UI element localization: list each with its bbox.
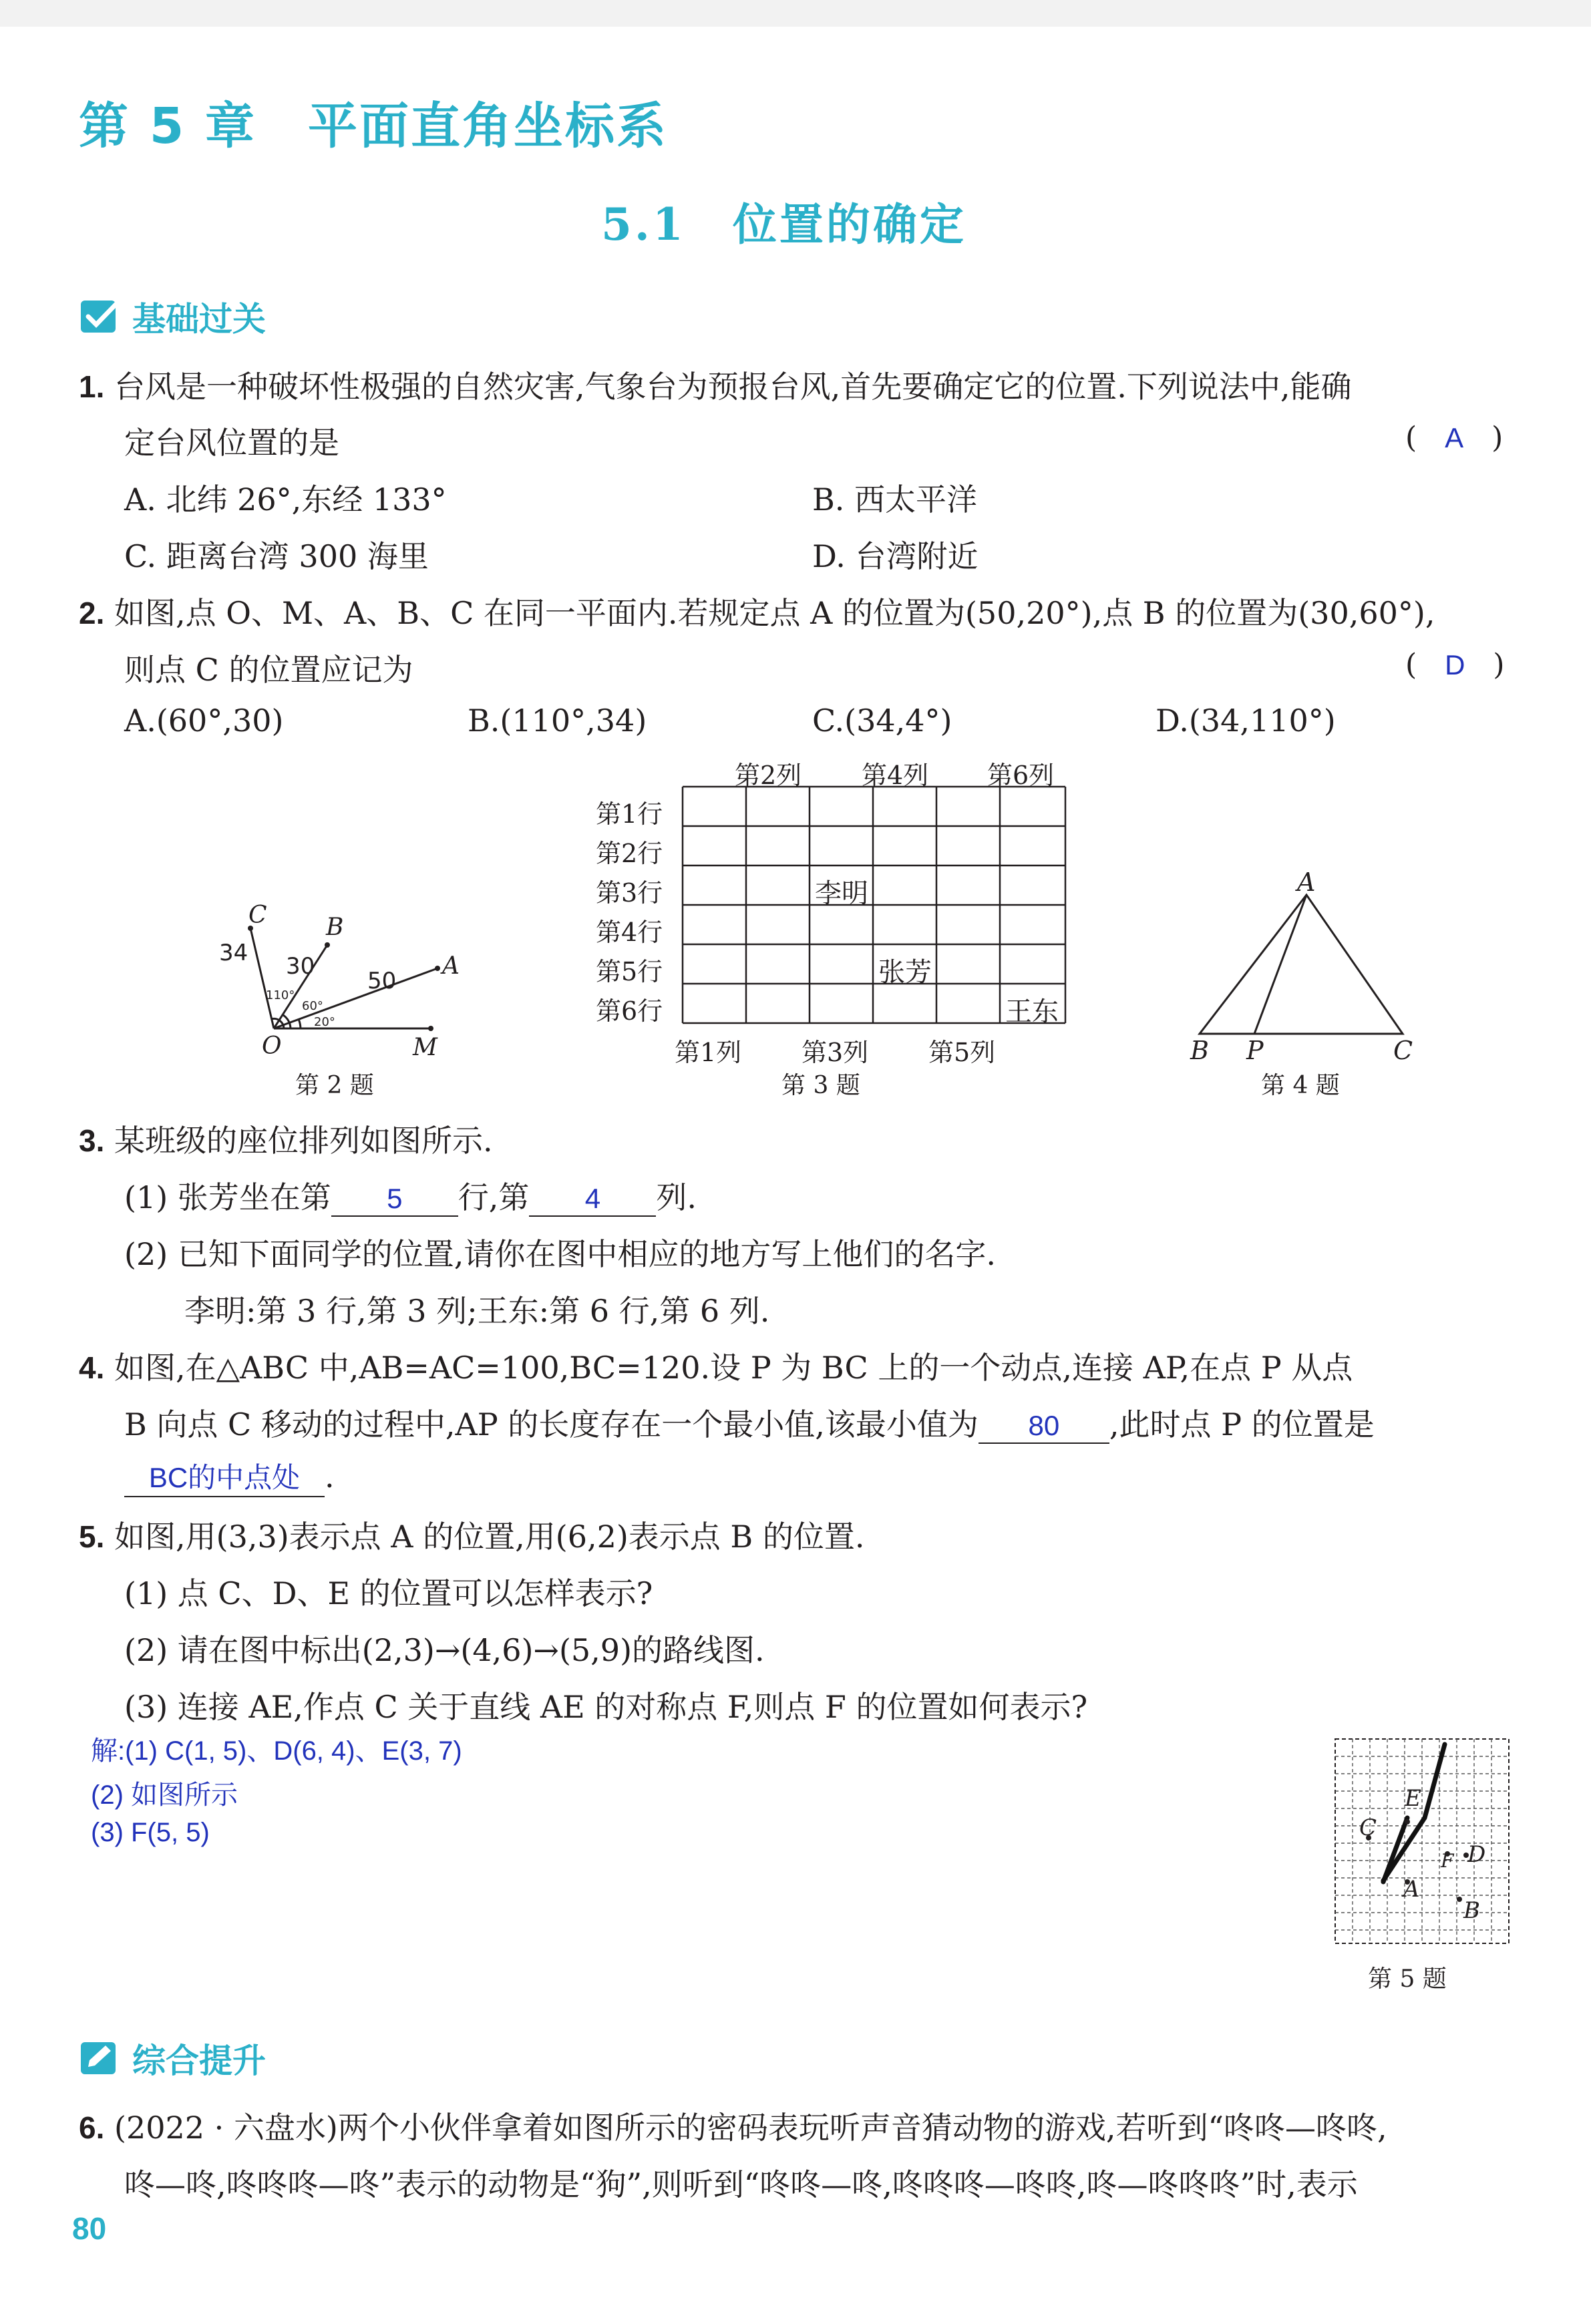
fig3-row-1: 第1行 <box>596 799 663 829</box>
figure-5-grid <box>1333 1736 1513 1950</box>
fig5-label-d: D <box>1467 1841 1486 1868</box>
fig3-row-3: 第3行 <box>596 878 663 908</box>
q6-line2: 咚—咚,咚咚咚—咚”表示的动物是“狗”,则听到“咚咚—咚,咚咚咚—咚咚,咚—咚咚咚”时,表示 <box>124 2166 1358 2202</box>
q2-answer-paren: ( D ) <box>1405 648 1505 682</box>
fig2-caption: 第 2 题 <box>295 1072 374 1099</box>
q2-answer: D <box>1445 649 1465 681</box>
q1-line2: 定台风位置的是 <box>124 425 339 461</box>
fig2-label-m: M <box>413 1034 437 1061</box>
fig3-row-4: 第4行 <box>596 918 663 947</box>
fig3-top-col-6: 第6列 <box>987 761 1055 790</box>
q5-solution-3: (3) F(5, 5) <box>91 1818 210 1847</box>
figure-4-triangle <box>1182 868 1429 1069</box>
q3-part1-a: (1) 张芳坐在第 <box>124 1179 331 1215</box>
fig3-row-2: 第2行 <box>596 839 663 868</box>
fig5-route <box>1383 1744 1445 1882</box>
q2-option-b: B.(110°,34) <box>468 703 647 739</box>
q2-text: 如图,点 O、M、A、B、C 在同一平面内.若规定点 A 的位置为(50,20°),点 B 的位置为(30,60°), <box>114 595 1435 631</box>
checkbox-icon <box>79 299 120 335</box>
q1-option-a: A. 北纬 26°,东经 133° <box>124 481 447 518</box>
q5-part3: (3) 连接 AE,作点 C 关于直线 AE 的对称点 F,则点 F 的位置如何表示? <box>124 1689 1088 1725</box>
fig3-bottom-col-3: 第3列 <box>802 1038 869 1067</box>
fig3-name-zhangfang: 张芳 <box>878 957 932 988</box>
q6-line1 <box>79 2104 1387 2148</box>
q4-answer-min: 80 <box>1028 1410 1060 1441</box>
q2-line1 <box>79 589 1435 633</box>
q6-number: 6. <box>79 2110 105 2145</box>
fig3-name-liming: 李明 <box>815 878 868 909</box>
q5-stem-line <box>79 1513 864 1557</box>
fig5-point-b <box>1457 1897 1462 1902</box>
q2-line2: 则点 C 的位置应记为 <box>124 652 413 688</box>
ray-oc <box>250 928 274 1028</box>
fig4-caption: 第 4 题 <box>1261 1072 1340 1099</box>
q6-text: (2022 · 六盘水)两个小伙伴拿着如图所示的密码表玩听声音猜动物的游戏,若听到“咚咚—咚咚, <box>114 2110 1387 2146</box>
fig3-top-col-4: 第4列 <box>862 761 929 790</box>
fig2-len-30: 30 <box>286 953 315 980</box>
q1-option-b: B. 西太平洋 <box>812 481 978 518</box>
section-band-basic <box>79 293 266 341</box>
fig4-label-p: P <box>1246 1036 1264 1065</box>
fig2-angle-60: 60° <box>302 999 323 1013</box>
q5-part1: (1) 点 C、D、E 的位置可以怎样表示? <box>124 1575 653 1611</box>
q5-solution-2: (2) 如图所示 <box>91 1780 238 1810</box>
fig2-len-34: 34 <box>219 940 248 966</box>
q4-line1 <box>79 1344 1353 1388</box>
q3-part1-b: 行,第 <box>458 1179 530 1215</box>
q2-option-d: D.(34,110°) <box>1156 703 1336 739</box>
q4-line2-b: ,此时点 P 的位置是 <box>1109 1406 1375 1442</box>
page-number: 80 <box>72 2211 107 2246</box>
q1-text: 台风是一种破坏性极强的自然灾害,气象台为预报台风,首先要确定它的位置.下列说法中,能确 <box>114 369 1352 405</box>
q4-line3 <box>124 1456 335 1497</box>
fig4-label-a: A <box>1297 867 1316 897</box>
fig5-label-c: C <box>1359 1814 1377 1841</box>
q4-answer-position: BC的中点处 <box>148 1462 301 1493</box>
q4-line3-end: . <box>325 1459 335 1495</box>
q3-stem-line <box>79 1117 493 1161</box>
q2-option-c: C.(34,4°) <box>812 703 952 739</box>
fig5-label-b: B <box>1463 1897 1480 1924</box>
q1-number: 1. <box>79 369 105 404</box>
page-top-band <box>0 0 1591 27</box>
fig2-label-o: O <box>262 1032 282 1060</box>
fig3-bottom-col-5: 第5列 <box>928 1038 996 1067</box>
q5-solution-1: 解:(1) C(1, 5)、D(6, 4)、E(3, 7) <box>91 1736 462 1766</box>
fig2-label-a: A <box>442 952 460 980</box>
band-label: 综合提升 <box>132 2042 266 2080</box>
pencil-icon <box>79 2040 120 2076</box>
fig3-top-col-2: 第2列 <box>735 761 802 790</box>
fig3-row-5: 第5行 <box>596 957 663 986</box>
q4-number: 4. <box>79 1350 105 1385</box>
fig5-caption: 第 5 题 <box>1368 1965 1447 1993</box>
fig3-name-wangdong: 王东 <box>1005 996 1059 1027</box>
q2-number: 2. <box>79 596 105 630</box>
q1-answer: A <box>1445 422 1464 453</box>
q5-stem: 如图,用(3,3)表示点 A 的位置,用(6,2)表示点 B 的位置. <box>114 1519 865 1555</box>
q3-part1 <box>124 1173 697 1217</box>
q4-line2-a: B 向点 C 移动的过程中,AP 的长度存在一个最小值,该最小值为 <box>124 1406 979 1442</box>
fig2-angle-20: 20° <box>314 1015 335 1029</box>
section-band-advanced <box>79 2034 266 2082</box>
fig3-row-6: 第6行 <box>596 996 663 1026</box>
q3-stem: 某班级的座位排列如图所示. <box>114 1123 493 1159</box>
fig2-label-b: B <box>326 914 344 941</box>
fig5-label-e: E <box>1405 1785 1421 1812</box>
chapter-title: 第 5 章 平面直角坐标系 <box>79 98 669 155</box>
q3-answer-row: 5 <box>387 1183 403 1214</box>
q1-option-d: D. 台湾附近 <box>812 538 979 574</box>
q4-text: 如图,在△ABC 中,AB=AC=100,BC=120.设 P 为 BC 上的一个动点,连接 AP,在点 P 从点 <box>114 1350 1353 1386</box>
q1-option-c: C. 距离台湾 300 海里 <box>124 538 429 574</box>
fig5-label-f: F <box>1441 1850 1454 1872</box>
q3-answer-col: 4 <box>584 1183 601 1214</box>
q2-option-a: A.(60°,30) <box>124 703 284 739</box>
fig5-label-a: A <box>1403 1876 1420 1903</box>
fig4-label-c: C <box>1393 1036 1413 1065</box>
fig2-label-c: C <box>248 902 267 929</box>
q3-part1-c: 列. <box>656 1179 697 1215</box>
fig3-bottom-col-1: 第1列 <box>675 1038 742 1067</box>
figure-2-angles <box>200 895 460 1069</box>
q1-answer-paren: ( A ) <box>1405 421 1504 455</box>
q5-number: 5. <box>79 1519 105 1554</box>
q1-line1 <box>79 363 1352 407</box>
fig2-len-50: 50 <box>367 968 397 994</box>
fig5-point-e <box>1405 1819 1410 1824</box>
q5-part2: (2) 请在图中标出(2,3)→(4,6)→(5,9)的路线图. <box>124 1632 765 1668</box>
q4-line2 <box>124 1400 1375 1444</box>
fig3-caption: 第 3 题 <box>781 1072 860 1099</box>
section-title: 5.1 位置的确定 <box>601 198 966 250</box>
q3-part2: (2) 已知下面同学的位置,请你在图中相应的地方写上他们的名字. <box>124 1236 997 1272</box>
q3-number: 3. <box>79 1123 105 1158</box>
band-label: 基础过关 <box>132 300 266 339</box>
fig4-label-b: B <box>1190 1036 1209 1065</box>
q3-part3: 李明:第 3 行,第 3 列;王东:第 6 行,第 6 列. <box>184 1293 770 1329</box>
fig2-angle-110: 110° <box>266 988 295 1002</box>
